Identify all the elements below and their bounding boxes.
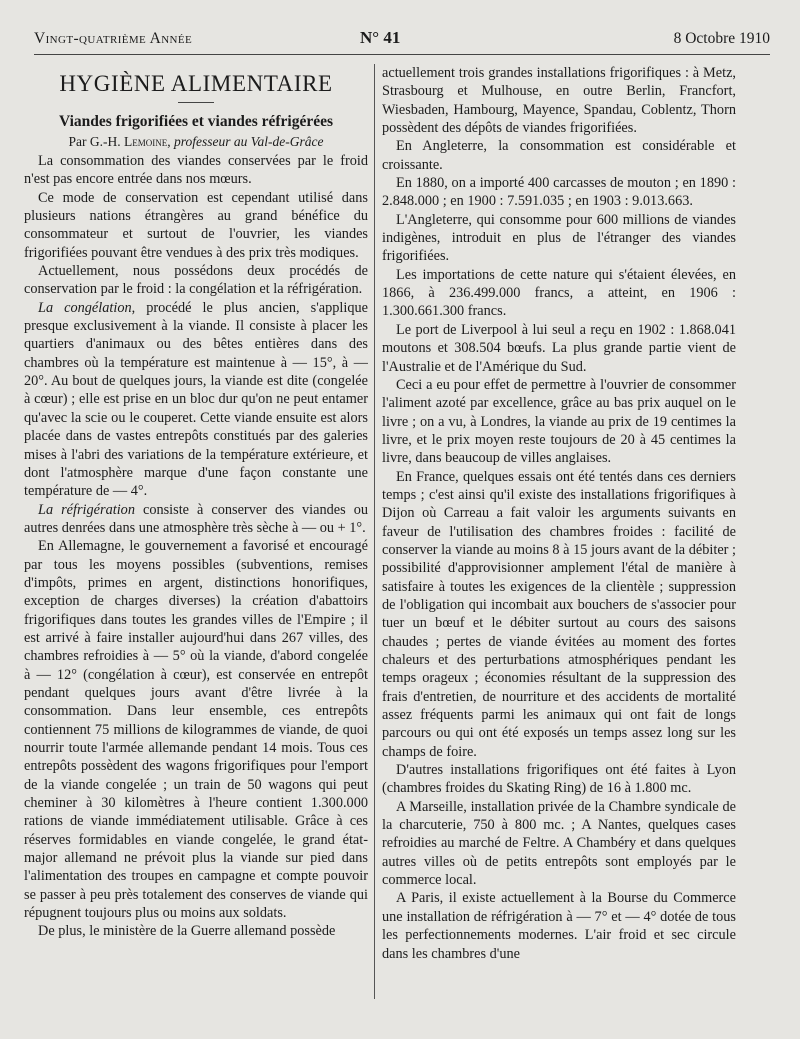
- paragraph: La consommation des viandes conservées par le froid n'est pas encore entrée dans nos mœurs.: [24, 153, 368, 188]
- section-title: HYGIÈNE ALIMENTAIRE: [59, 71, 333, 96]
- paragraph: A Marseille, installation privée de la Chambre syndicale de la charcuterie, 750 à 800 mc. ; A Nantes, quelques cases refroidies au marché de Feltre. A Chambéry et dans quelques autres villes où de petits entrepôts sont employés par le commerce local.: [382, 798, 736, 889]
- paragraph: actuellement trois grandes installations frigorifiques : à Metz, Strasbourg et Mulhouse, en outre Berlin, Francfort, Wiesbaden, Hambourg, Mayence, Spandau, Coblentz, Thorn possèdent des dépôts de viandes frigorifiées.: [382, 65, 736, 137]
- page-header: [34, 24, 770, 55]
- paragraph: Actuellement, nous possédons deux procédés de conservation par le froid : la congélation et la réfrigération.: [24, 263, 368, 298]
- paragraph: D'autres installations frigorifiques ont été faites à Lyon (chambres froides du Skating Ring) de 16 à 1.800 mc.: [382, 762, 736, 797]
- byline-prefix: Par G.-H.: [68, 134, 124, 149]
- paragraph: A Paris, il existe actuellement à la Bourse du Commerce une installation de réfrigération à — 7° et — 4° dotée de tous les perfectionnements modernes. L'air froid et sec circule dans les chambres d'une: [382, 890, 736, 962]
- title-divider: [178, 102, 214, 103]
- paragraph: L'Angleterre, qui consomme pour 600 millions de viandes indigènes, introduit en plus de l'étranger des viandes frigorifiées.: [382, 211, 736, 265]
- term-refrigeration: La réfrigération: [38, 501, 135, 518]
- paragraph: En Angleterre, la consommation est considérable et croissante.: [382, 138, 736, 173]
- paragraph: En Allemagne, le gouvernement a favorisé et encouragé par tous les moyens possibles (subventions, remises d'impôts, primes en argent, distinctions honorifiques, exception de charges diverses) la création d'abattoirs frigorifiques dans toutes les grandes villes de l'Empire ; il est arrivé à faire installer aujourd'hui dans 267 villes, des chambres refroidies à — 5° où la viande, d'abord congelée à — 12° (congélation à cœur), est conservée en entrepôt pendant quelques jours avant d'être livrée à la consommation. Dans leur ensemble, ces entrepôts contiennent 75 millions de kilogrammes de viande, de quoi nourrir toute l'armée allemande pendant 14 mois. Tous ces entrepôts possèdent des wagons frigorifiques pour l'emport de la viande congelée ; un train de 50 wagons qui peut cheminer à 30 kilomètres à l'heure contient 1.300.000 rations de viande immédiatement utilisable. Grâce à ces réserves formidables en viande congelée, le grand état-major allemand ne prévoit plus la viande sur pied dans l'alimentation des troupes en campagne et compte pouvoir se passer à peu près totalement des conserves de viande qui répugnent toujours plus ou moins aux soldats.: [24, 538, 368, 922]
- term-congelation: La congélation: [38, 299, 132, 316]
- byline-role: professeur au Val-de-Grâce: [174, 134, 324, 149]
- paragraph-text: , procédé le plus ancien, s'applique presque exclusivement à la viande. Il consiste à placer les quartiers d'animaux ou des bêtes entières dans des chambres où la température est maintenue à — 15°, à — 20°. Au bout de quelques jours, la viande est dite (congelée à cœur) ; elle est prise en un bloc dur qu'on ne peut entamer qu'avec la scie ou le couperet. Cette viande ensuite est alors placée dans de vastes entrepôts constitués par des galeries mises à l'abri des variations de la température extérieure, et dont l'atmosphère marque d'une façon constante une température de — 4°.: [24, 299, 368, 500]
- paragraph: En 1880, on a importé 400 carcasses de mouton ; en 1890 : 2.848.000 ; en 1900 : 7.591.035 ; en 1903 : 9.013.663.: [382, 175, 736, 210]
- column-divider: [374, 64, 375, 999]
- byline-separator: ,: [167, 134, 174, 149]
- article-title: Viandes frigorifiées et viandes réfrigérées: [58, 113, 334, 130]
- left-column: [24, 64, 368, 1005]
- paragraph-text: consiste à conserver des viandes ou autres denrées dans une atmosphère très sèche à — ou + 1°.: [24, 501, 368, 536]
- paragraph-congelation: [24, 299, 368, 501]
- paragraph: Le port de Liverpool à lui seul a reçu en 1902 : 1.868.041 moutons et 308.504 bœufs. La plus grande partie vient de l'Australie et de l'Amérique du Sud.: [382, 321, 736, 375]
- paragraph: Ce mode de conservation est cependant utilisé dans plusieurs nations étrangères au grand bénéfice du consommateur et surtout de l'ouvrier, les viandes frigorifiées pouvant être vendues à des prix très modiques.: [24, 189, 368, 261]
- paragraph: En France, quelques essais ont été tentés dans ces derniers temps ; c'est ainsi qu'il existe des installations frigorifiques à Dijon où Carreau a fait valoir les arguments suivants en faveur de l'utilisation des chambres froides : facilité de conserver la viande au moins 8 à 15 jours avant de la débiter ; possibilité d'approvisionner amplement l'étal de manière à satisfaire à toutes les exigences de la clientèle ; suppression de l'obligation qui incombait aux bouchers de s'associer pour tuer un bœuf et le débiter surtout au cours des saisons chaudes ; pertes de viande évitées au moment des fortes chaleurs et des perturbations atmosphériques pendant les temps orageux ; économies résultant de la suppression des frais d'entretien, de nourriture et des accidents de mortalité assez fréquents parmi les animaux qui ont fait de longs parcours ou qui ont été exposés un temps assez long sur les champs de foire.: [382, 468, 736, 760]
- paragraph: Ceci a eu pour effet de permettre à l'ouvrier de consommer l'aliment azoté par excellence, grâce au bas prix auquel on le livre ; on a vu, à Londres, la viande au prix de 19 centimes la livre, et le prix moyen reste toujours de 20 à 45 centimes la livre, dans beaucoup de villes anglaises.: [382, 376, 736, 467]
- header-issue-number: N° 41: [360, 28, 401, 47]
- paragraph-refrigeration: [24, 501, 368, 538]
- header-volume: Vingt-quatrième Année: [34, 30, 193, 47]
- paragraph: Les importations de cette nature qui s'étaient élevées, en 1866, à 236.499.000 francs, a atteint, en 1906 : 1.300.661.300 francs.: [382, 266, 736, 320]
- article-byline: [24, 133, 368, 151]
- byline-author: Lemoine: [124, 134, 168, 149]
- paragraph: De plus, le ministère de la Guerre allemand possède: [38, 923, 336, 940]
- header-date: 8 Octobre 1910: [673, 30, 770, 47]
- right-column: [382, 64, 736, 1005]
